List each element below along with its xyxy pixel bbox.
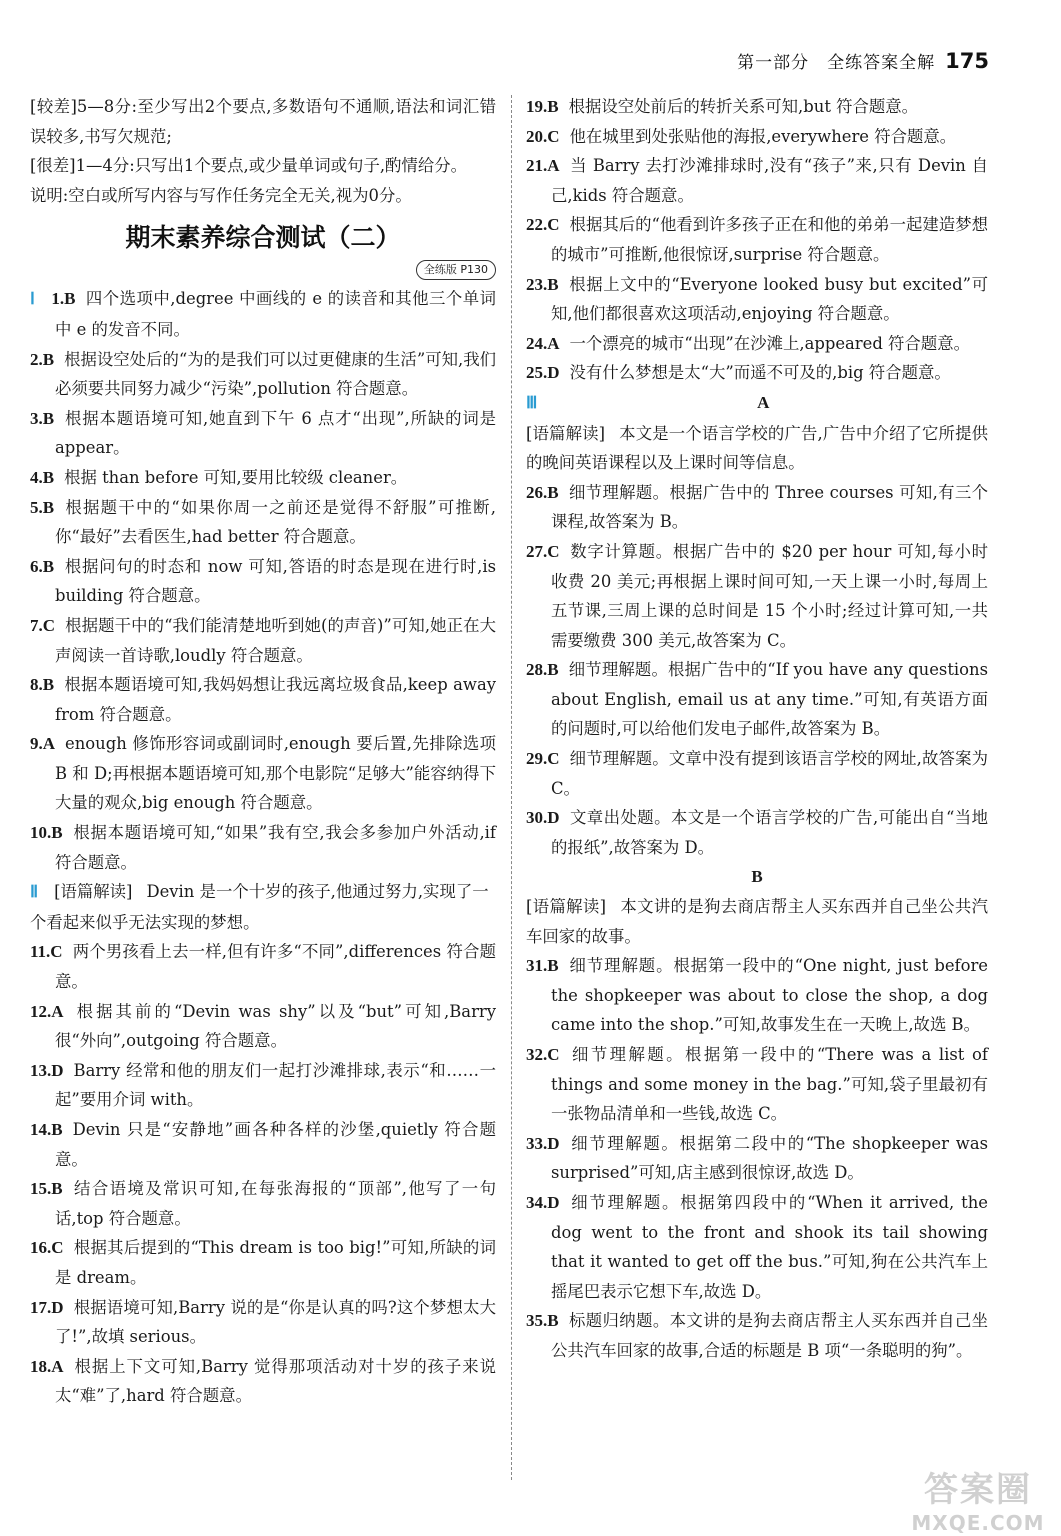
answer-number: 27.C — [526, 541, 560, 561]
answer-item — [526, 1129, 988, 1188]
section3-header — [526, 388, 988, 419]
answer-item — [526, 744, 988, 803]
answer-item — [30, 1115, 496, 1174]
answer-number: 13.D — [30, 1060, 64, 1080]
answer-explanation: 根据设空处后的“为的是我们可以过更健康的生活”可知,我们必须要共同努力减少“污染”,pollution 符合题意。 — [55, 349, 496, 399]
answer-explanation: 根据本题语境可知,她直到下午 6 点才“出现”,所缺的词是 appear。 — [55, 408, 496, 458]
answer-item — [526, 655, 988, 744]
answer-number: 11.C — [30, 942, 63, 962]
answer-number: 20.C — [526, 126, 560, 146]
answer-item — [526, 1306, 988, 1365]
answer-item — [30, 997, 496, 1056]
answer-explanation: 四个选项中,degree 中画线的 e 的读音和其他三个单词中 e 的发音不同。 — [55, 289, 496, 339]
reading-text: 本文讲的是狗去商店帮主人买东西并自己坐公共汽车回家的故事。 — [526, 897, 988, 946]
reading-label: [语篇解读] — [526, 897, 607, 917]
answer-number: 22.C — [526, 215, 560, 235]
answer-number: 15.B — [30, 1179, 63, 1199]
section2-reading — [30, 877, 496, 937]
answer-item — [526, 329, 988, 359]
answer-explanation: 文章出处题。本文是一个语言学校的广告,可能出自“当地的报纸”,故答案为 D。 — [551, 808, 988, 857]
answer-explanation: 根据上下文可知,Barry 觉得那项活动对十岁的孩子来说太“难”了,hard 符合题意。 — [55, 1356, 496, 1406]
answer-item — [30, 729, 496, 818]
answer-item — [526, 358, 988, 388]
answer-explanation: 根据 than before 可知,要用比较级 cleaner。 — [64, 467, 408, 487]
answer-list-part1 — [30, 284, 496, 877]
answer-item — [30, 404, 496, 463]
answer-number: 33.D — [526, 1133, 560, 1153]
roman-numeral: Ⅲ — [526, 393, 538, 412]
watermark-logo — [903, 1462, 1053, 1535]
passage-letter-b-line — [526, 862, 988, 892]
answer-item — [526, 92, 988, 122]
answer-explanation: 根据题干中的“如果你周一之前还是觉得不舒服”可推断,你“最好”去看医生,had better 符合题意。 — [55, 497, 496, 547]
answer-item — [30, 1352, 496, 1411]
answer-explanation: 一个漂亮的城市“出现”在沙滩上,appeared 符合题意。 — [569, 333, 970, 353]
answer-number: 35.B — [526, 1311, 559, 1331]
answer-item — [526, 803, 988, 862]
answer-explanation: 他在城里到处张贴他的海报,everywhere 符合题意。 — [569, 126, 957, 146]
answer-number: 28.B — [526, 660, 559, 680]
left-column — [30, 92, 496, 1411]
answer-explanation: 细节理解题。根据广告中的“If you have any questions about English, email us at any time.”可知,有英语方面的问题时,可以给他们发电子邮件,故答案为 B。 — [551, 660, 988, 739]
answer-explanation: 标题归纳题。本文讲的是狗去商店帮主人买东西并自己坐公共汽车回家的故事,合适的标题是 B 项“一条聪明的狗”。 — [551, 1311, 988, 1360]
answer-explanation: 根据题干中的“我们能清楚地听到她(的声音)”可知,她正在大声阅读一首诗歌,loudly 符合题意。 — [55, 615, 496, 665]
answer-number: 9.A — [30, 734, 56, 754]
answer-item — [30, 1293, 496, 1352]
answer-number: 30.D — [526, 808, 560, 828]
answer-list-part5 — [526, 951, 988, 1365]
answer-number: 18.A — [30, 1356, 64, 1376]
answer-item — [526, 1188, 988, 1306]
column-divider — [511, 95, 512, 1480]
answer-number: 4.B — [30, 467, 55, 487]
section-title: 期末素养综合测试（二） — [125, 223, 401, 253]
answer-item — [30, 552, 496, 611]
answer-explanation: 细节理解题。根据广告中的 Three courses 可知,有三个课程,故答案为 B。 — [551, 482, 988, 532]
roman-numeral: Ⅱ — [30, 883, 39, 902]
section-ref-badge: 全练版 P130 — [416, 260, 496, 280]
answer-number: 5.B — [30, 497, 55, 517]
intro-line: [很差]1—4分:只写出1个要点,或少量单词或句子,酌情给分。 — [30, 156, 467, 176]
answer-number: 14.B — [30, 1120, 63, 1139]
answer-number: 32.C — [526, 1045, 560, 1064]
answer-explanation: 根据本题语境可知,“如果”我有空,我会多参加户外活动,if 符合题意。 — [55, 823, 496, 872]
answer-item — [30, 1233, 496, 1292]
intro-line: 说明:空白或所写内容与写作任务完全无关,视为0分。 — [30, 185, 412, 205]
answer-item — [526, 951, 988, 1040]
answer-number: 31.B — [526, 956, 559, 976]
answer-explanation: Barry 经常和他的朋友们一起打沙滩排球,表示“和……一起”要用介词 with。 — [55, 1060, 496, 1110]
answer-number: 26.B — [526, 482, 559, 502]
reading-text: Devin 是一个十岁的孩子,他通过努力,实现了一个看起来似乎无法实现的梦想。 — [30, 882, 489, 932]
section-ref — [30, 258, 496, 280]
answer-item — [30, 284, 496, 344]
section3-reading-a — [526, 419, 988, 478]
answer-explanation: Devin 只是“安静地”画各种各样的沙堡,quietly 符合题意。 — [55, 1120, 496, 1169]
answer-number: 16.C — [30, 1238, 64, 1258]
answer-explanation: 两个男孩看上去一样,但有许多“不同”,differences 符合题意。 — [55, 942, 496, 992]
answer-item — [30, 670, 496, 729]
answer-number: 3.B — [30, 408, 55, 428]
answer-number: 19.B — [526, 97, 559, 116]
answer-list-part3 — [526, 92, 988, 388]
answer-item — [526, 478, 988, 537]
answer-number: 17.D — [30, 1297, 64, 1317]
answer-explanation: 根据其前的“Devin was shy”以及“but”可知,Barry 很“外向”,outgoing 符合题意。 — [55, 1001, 496, 1051]
answer-number: 10.B — [30, 823, 63, 843]
answer-item — [526, 210, 988, 269]
passage-letter-a: A — [757, 392, 770, 412]
reading-label: [语篇解读] — [54, 882, 133, 902]
answer-explanation: 细节理解题。文章中没有提到该语言学校的网址,故答案为 C。 — [551, 749, 988, 798]
answer-list-part2 — [30, 937, 496, 1411]
answer-explanation: 细节理解题。根据第一段中的“There was a list of things and some money in the bag.”可知,袋子里最初有一张物品清单和一些钱,故选 C。 — [551, 1045, 988, 1124]
roman-numeral: Ⅰ — [30, 290, 36, 309]
answer-item — [30, 345, 496, 404]
answer-explanation: 根据上文中的“Everyone looked busy but excited”可知,他们都很喜欢这项活动,enjoying 符合题意。 — [551, 274, 988, 324]
watermark-top: 答案圈 — [924, 1470, 1032, 1510]
answer-number: 1.B — [51, 289, 76, 309]
answer-item — [526, 537, 988, 655]
watermark-bottom: MXQE.COM — [911, 1511, 1045, 1535]
answer-number: 6.B — [30, 556, 55, 576]
passage-letter-b: B — [751, 867, 763, 887]
answer-explanation: 细节理解题。根据第一段中的“One night, just before the shopkeeper was about to close the shop, a dog came into the shop.”可知,故事发生在一天晚上,故选 B。 — [551, 956, 988, 1035]
answer-number: 7.C — [30, 615, 56, 635]
answer-item — [30, 493, 496, 552]
answer-explanation: 根据语境可知,Barry 说的是“你是认真的吗?这个梦想太大了!”,故填 serious。 — [55, 1297, 496, 1347]
reading-label: [语篇解读] — [526, 423, 606, 443]
answer-explanation: 数字计算题。根据广告中的 $20 per hour 可知,每小时收费 20 美元;再根据上课时间可知,一天上课一小时,每周上五节课,三周上课的总时间是 15 个小时;经过计算可知,一共需要缴费 300 美元,故答案为 C。 — [551, 541, 988, 650]
answer-explanation: 根据其后提到的“This dream is too big!”可知,所缺的词是 dream。 — [55, 1238, 496, 1287]
answer-explanation: 细节理解题。根据第二段中的“The shopkeeper was surprised”可知,店主感到很惊讶,故选 D。 — [551, 1133, 988, 1183]
answer-number: 25.D — [526, 363, 560, 383]
answer-item — [30, 463, 496, 493]
reading-text: 本文是一个语言学校的广告,广告中介绍了它所提供的晚间英语课程以及上课时间等信息。 — [526, 423, 988, 473]
answer-item — [526, 1040, 988, 1129]
answer-explanation: 根据设空处前后的转折关系可知,but 符合题意。 — [568, 97, 919, 116]
answer-number: 23.B — [526, 274, 559, 294]
answer-number: 34.D — [526, 1192, 560, 1212]
answer-number: 21.A — [526, 156, 560, 176]
answer-explanation: 根据问句的时态和 now 可知,答语的时态是现在进行时,is building 符合题意。 — [55, 556, 496, 606]
answer-explanation: 根据其后的“他看到许多孩子正在和他的弟弟一起建造梦想的城市”可推断,他很惊讶,surprise 符合题意。 — [551, 215, 988, 264]
intro-line: [较差]5—8分:至少写出2个要点,多数语句不通顺,语法和词汇错误较多,书写欠规范; — [30, 97, 496, 146]
answer-explanation: enough 修饰形容词或副词时,enough 要后置,先排除选项 B 和 D;再根据本题语境可知,那个电影院“足够大”能容纳得下大量的观众,big enough 符合题意。 — [55, 734, 496, 813]
answer-item — [30, 818, 496, 877]
right-column — [526, 92, 988, 1366]
answer-item — [526, 151, 988, 210]
answer-explanation: 当 Barry 去打沙滩排球时,没有“孩子”来,只有 Devin 自己,kids 符合题意。 — [551, 156, 988, 205]
answer-number: 8.B — [30, 675, 55, 695]
answer-number: 24.A — [526, 333, 560, 353]
answer-item — [30, 1056, 496, 1115]
answer-explanation: 没有什么梦想是太“大”而遥不可及的,big 符合题意。 — [569, 363, 951, 383]
answer-item — [30, 937, 496, 996]
answer-explanation: 结合语境及常识可知,在每张海报的“顶部”,他写了一句话,top 符合题意。 — [55, 1179, 496, 1228]
answer-item — [30, 1174, 496, 1233]
header-section: 第一部分 全练答案全解 — [737, 53, 936, 73]
answer-item — [526, 270, 988, 329]
answer-item — [30, 611, 496, 670]
section3-reading-b — [526, 892, 988, 951]
answer-explanation: 根据本题语境可知,我妈妈想让我远离垃圾食品,keep away from 符合题意。 — [55, 675, 496, 724]
answer-list-part4 — [526, 478, 988, 863]
answer-explanation: 细节理解题。根据第四段中的“When it arrived, the dog went to the front and shook its tail showing that it wanted to get off the bus.”可知,狗在公共汽车上摇尾巴表示它想下车,故选 D。 — [551, 1192, 988, 1301]
answer-number: 12.A — [30, 1001, 64, 1021]
page-header — [737, 48, 989, 73]
answer-item — [526, 122, 988, 152]
answer-number: 2.B — [30, 349, 55, 369]
answer-number: 29.C — [526, 749, 560, 769]
page-number: 175 — [945, 49, 989, 73]
